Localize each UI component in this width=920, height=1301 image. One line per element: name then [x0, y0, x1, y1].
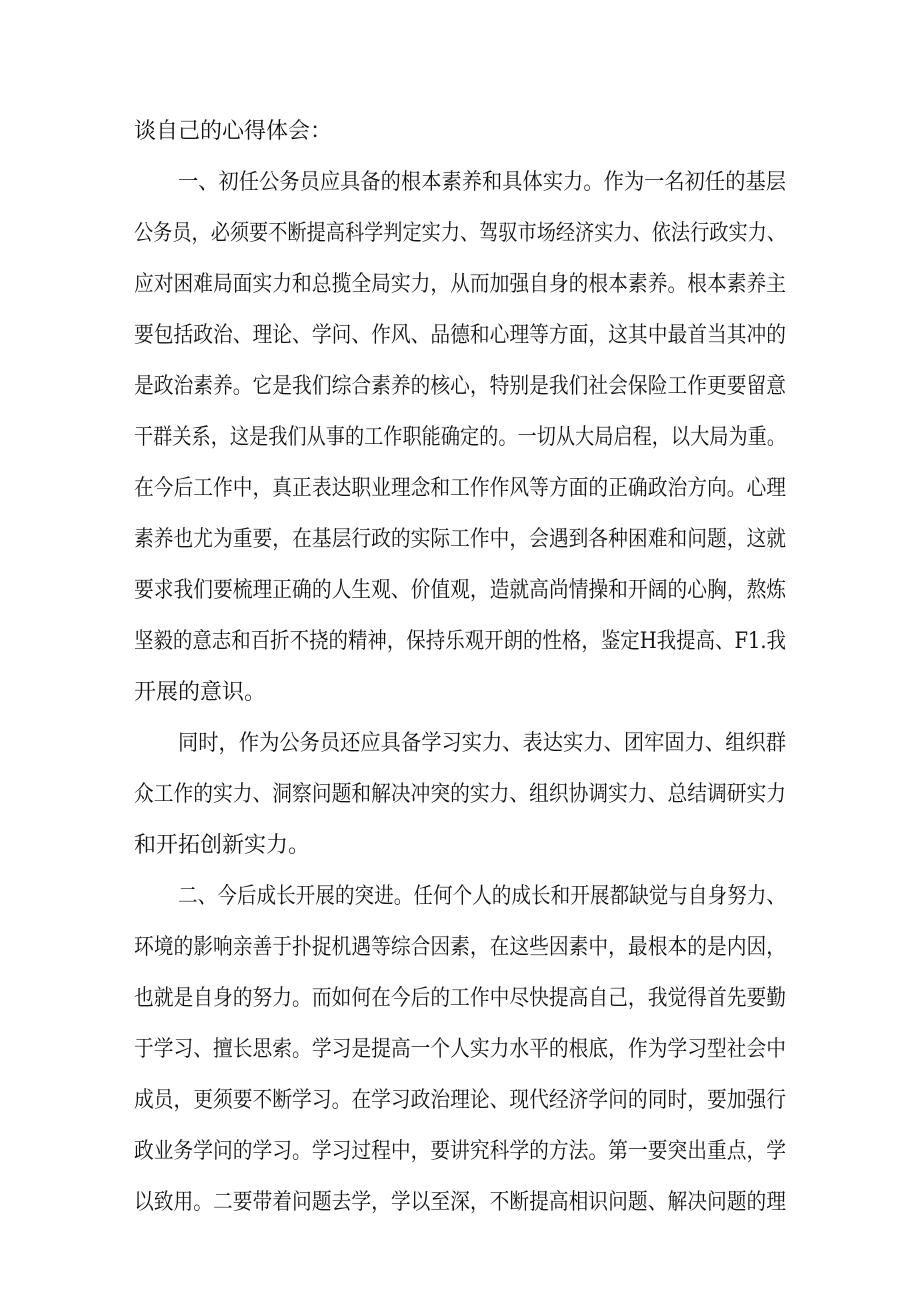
text-line: 政业务学问的学习。学习过程中，要讲究科学的方法。第一要突出重点，学 [134, 1139, 786, 1164]
text-line: 谈自己的心得体会： [134, 119, 333, 144]
text-line: 众工作的实力、洞察问题和解决冲突的实力、组织协调实力、总结调研实力 [134, 782, 786, 807]
text-line: 要包括政治、理论、学问、作风、品德和心理等方面，这其中最首当其冲的 [134, 323, 786, 348]
text-line: 干群关系，这是我们从事的工作职能确定的。一切从大局启程，以大局为重。 [134, 425, 786, 450]
text-line: 成员，更须要不断学习。在学习政治理论、现代经济学问的同时，要加强行 [134, 1088, 786, 1113]
text-line: 公务员，必须要不断提高科学判定实力、驾驭市场经济实力、依法行政实力、 [134, 221, 786, 246]
text-line: 二、今后成长开展的突进。任何个人的成长和开展都缺觉与自身努力、 [178, 884, 786, 909]
text-line: 应对困难局面实力和总揽全局实力，从而加强自身的根本素养。根本素养主 [134, 272, 786, 297]
text-line: 素养也尤为重要，在基层行政的实际工作中，会遇到各种困难和问题，这就 [134, 527, 786, 552]
text-line: 在今后工作中，真正表达职业理念和工作作风等方面的正确政治方向。心理 [134, 476, 786, 501]
text-line: 环境的影响亲善于扑捉机遇等综合因素，在这些因素中，最根本的是内因， [134, 935, 786, 960]
text-line: 同时，作为公务员还应具备学习实力、表达实力、团牢固力、组织群 [178, 731, 786, 756]
text-line: 以致用。二要带着问题去学，学以至深，不断提高相识问题、解决问题的理 [134, 1190, 786, 1215]
text-line: 和开拓创新实力。 [134, 833, 311, 858]
text-line: 一、初任公务员应具备的根本素养和具体实力。作为一名初任的基层 [178, 170, 786, 195]
text-line: 要求我们要梳理正确的人生观、价值观，造就高尚情操和开阔的心胸，熬炼 [134, 578, 786, 603]
text-line: 坚毅的意志和百折不挠的精神，保持乐观开朗的性格，鉴定H我提高、F1.我 [134, 629, 786, 654]
text-line: 也就是自身的努力。而如何在今后的工作中尽快提高自己，我觉得首先要勤 [134, 986, 786, 1011]
text-line: 是政治素养。它是我们综合素养的核心，特别是我们社会保险工作更要留意 [134, 374, 786, 399]
text-line: 开展的意识。 [134, 680, 267, 705]
text-line: 于学习、擅长思索。学习是提高一个人实力水平的根底，作为学习型社会中 [134, 1037, 786, 1062]
